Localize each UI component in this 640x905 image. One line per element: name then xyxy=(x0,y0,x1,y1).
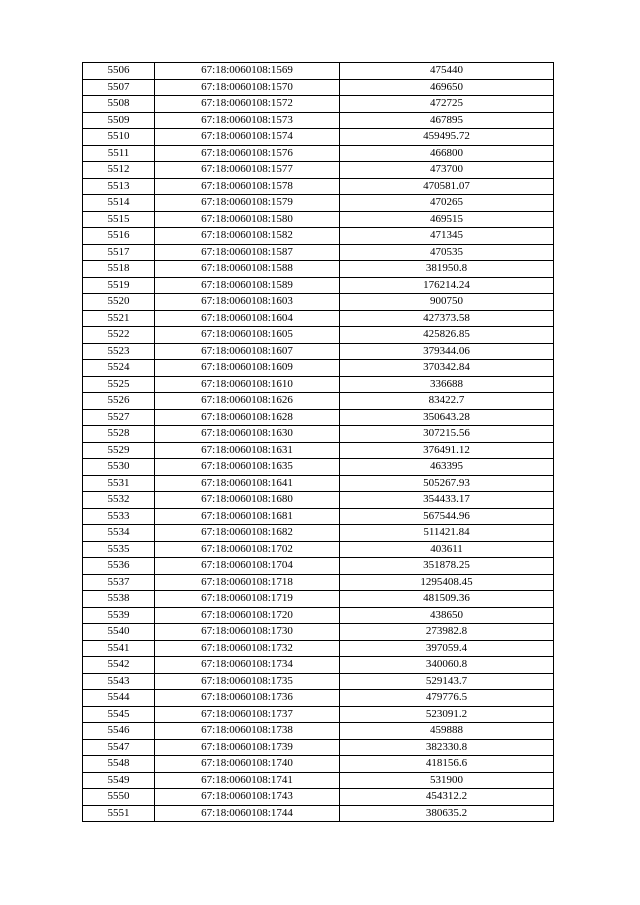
cadastral-value-cell: 463395 xyxy=(340,459,554,476)
cadastral-value-cell: 336688 xyxy=(340,376,554,393)
row-number-cell: 5539 xyxy=(83,607,155,624)
row-number-cell: 5508 xyxy=(83,96,155,113)
table-row xyxy=(83,343,554,360)
table-row xyxy=(83,640,554,657)
cadastral-value-cell: 351878.25 xyxy=(340,558,554,575)
table-row xyxy=(83,162,554,179)
cadastral-number-cell: 67:18:0060108:1635 xyxy=(155,459,340,476)
row-number-cell: 5507 xyxy=(83,79,155,96)
table-row xyxy=(83,657,554,674)
table-row xyxy=(83,211,554,228)
table-row xyxy=(83,112,554,129)
row-number-cell: 5537 xyxy=(83,574,155,591)
cadastral-number-cell: 67:18:0060108:1743 xyxy=(155,789,340,806)
row-number-cell: 5518 xyxy=(83,261,155,278)
table-row xyxy=(83,244,554,261)
row-number-cell: 5530 xyxy=(83,459,155,476)
table-row xyxy=(83,541,554,558)
cadastral-number-cell: 67:18:0060108:1736 xyxy=(155,690,340,707)
cadastral-value-cell: 466800 xyxy=(340,145,554,162)
table-row xyxy=(83,178,554,195)
table-row xyxy=(83,442,554,459)
row-number-cell: 5551 xyxy=(83,805,155,822)
cadastral-number-cell: 67:18:0060108:1719 xyxy=(155,591,340,608)
table-row xyxy=(83,409,554,426)
cadastral-value-cell: 473700 xyxy=(340,162,554,179)
cadastral-number-cell: 67:18:0060108:1680 xyxy=(155,492,340,509)
row-number-cell: 5506 xyxy=(83,63,155,80)
row-number-cell: 5520 xyxy=(83,294,155,311)
cadastral-number-cell: 67:18:0060108:1740 xyxy=(155,756,340,773)
cadastral-number-cell: 67:18:0060108:1603 xyxy=(155,294,340,311)
cadastral-value-cell: 467895 xyxy=(340,112,554,129)
row-number-cell: 5544 xyxy=(83,690,155,707)
cadastral-value-cell: 354433.17 xyxy=(340,492,554,509)
cadastral-value-cell: 307215.56 xyxy=(340,426,554,443)
cadastral-number-cell: 67:18:0060108:1718 xyxy=(155,574,340,591)
table-row xyxy=(83,195,554,212)
cadastral-value-cell: 470265 xyxy=(340,195,554,212)
cadastral-number-cell: 67:18:0060108:1741 xyxy=(155,772,340,789)
cadastral-number-cell: 67:18:0060108:1734 xyxy=(155,657,340,674)
cadastral-number-cell: 67:18:0060108:1573 xyxy=(155,112,340,129)
row-number-cell: 5509 xyxy=(83,112,155,129)
row-number-cell: 5528 xyxy=(83,426,155,443)
cadastral-value-cell: 1295408.45 xyxy=(340,574,554,591)
cadastral-number-cell: 67:18:0060108:1574 xyxy=(155,129,340,146)
row-number-cell: 5517 xyxy=(83,244,155,261)
cadastral-number-cell: 67:18:0060108:1605 xyxy=(155,327,340,344)
cadastral-number-cell: 67:18:0060108:1702 xyxy=(155,541,340,558)
cadastral-number-cell: 67:18:0060108:1609 xyxy=(155,360,340,377)
row-number-cell: 5532 xyxy=(83,492,155,509)
cadastral-number-cell: 67:18:0060108:1579 xyxy=(155,195,340,212)
cadastral-value-cell: 479776.5 xyxy=(340,690,554,707)
table-row xyxy=(83,690,554,707)
cadastral-value-cell: 382330.8 xyxy=(340,739,554,756)
row-number-cell: 5543 xyxy=(83,673,155,690)
row-number-cell: 5513 xyxy=(83,178,155,195)
table-row xyxy=(83,393,554,410)
table-row xyxy=(83,508,554,525)
cadastral-value-cell: 427373.58 xyxy=(340,310,554,327)
table-row xyxy=(83,277,554,294)
table-row xyxy=(83,723,554,740)
cadastral-number-cell: 67:18:0060108:1737 xyxy=(155,706,340,723)
table-row xyxy=(83,789,554,806)
cadastral-number-cell: 67:18:0060108:1578 xyxy=(155,178,340,195)
cadastral-number-cell: 67:18:0060108:1630 xyxy=(155,426,340,443)
row-number-cell: 5548 xyxy=(83,756,155,773)
table-row xyxy=(83,376,554,393)
cadastral-number-cell: 67:18:0060108:1738 xyxy=(155,723,340,740)
cadastral-value-cell: 470581.07 xyxy=(340,178,554,195)
cadastral-value-cell: 472725 xyxy=(340,96,554,113)
cadastral-number-cell: 67:18:0060108:1682 xyxy=(155,525,340,542)
cadastral-number-cell: 67:18:0060108:1577 xyxy=(155,162,340,179)
cadastral-value-cell: 481509.36 xyxy=(340,591,554,608)
cadastral-number-cell: 67:18:0060108:1730 xyxy=(155,624,340,641)
table-row xyxy=(83,96,554,113)
table-row xyxy=(83,558,554,575)
cadastral-number-cell: 67:18:0060108:1739 xyxy=(155,739,340,756)
cadastral-number-cell: 67:18:0060108:1580 xyxy=(155,211,340,228)
cadastral-number-cell: 67:18:0060108:1569 xyxy=(155,63,340,80)
row-number-cell: 5533 xyxy=(83,508,155,525)
row-number-cell: 5525 xyxy=(83,376,155,393)
row-number-cell: 5529 xyxy=(83,442,155,459)
cadastral-number-cell: 67:18:0060108:1604 xyxy=(155,310,340,327)
cadastral-value-cell: 900750 xyxy=(340,294,554,311)
cadastral-number-cell: 67:18:0060108:1681 xyxy=(155,508,340,525)
table-row xyxy=(83,624,554,641)
cadastral-number-cell: 67:18:0060108:1610 xyxy=(155,376,340,393)
cadastral-value-cell: 83422.7 xyxy=(340,393,554,410)
cadastral-value-cell: 425826.85 xyxy=(340,327,554,344)
cadastral-value-cell: 459888 xyxy=(340,723,554,740)
cadastral-number-cell: 67:18:0060108:1589 xyxy=(155,277,340,294)
row-number-cell: 5516 xyxy=(83,228,155,245)
table-row xyxy=(83,310,554,327)
table-row xyxy=(83,360,554,377)
table-row xyxy=(83,145,554,162)
table-row xyxy=(83,772,554,789)
row-number-cell: 5510 xyxy=(83,129,155,146)
row-number-cell: 5538 xyxy=(83,591,155,608)
cadastral-number-cell: 67:18:0060108:1570 xyxy=(155,79,340,96)
table-row xyxy=(83,129,554,146)
cadastral-value-cell: 454312.2 xyxy=(340,789,554,806)
table-row xyxy=(83,607,554,624)
cadastral-number-cell: 67:18:0060108:1631 xyxy=(155,442,340,459)
row-number-cell: 5534 xyxy=(83,525,155,542)
row-number-cell: 5531 xyxy=(83,475,155,492)
row-number-cell: 5519 xyxy=(83,277,155,294)
cadastral-value-cell: 523091.2 xyxy=(340,706,554,723)
cadastral-value-cell: 380635.2 xyxy=(340,805,554,822)
table-row xyxy=(83,739,554,756)
table-row xyxy=(83,294,554,311)
cadastral-number-cell: 67:18:0060108:1588 xyxy=(155,261,340,278)
cadastral-value-cell: 340060.8 xyxy=(340,657,554,674)
cadastral-value-cell: 403611 xyxy=(340,541,554,558)
table-row xyxy=(83,525,554,542)
table-row xyxy=(83,63,554,80)
cadastral-value-cell: 469515 xyxy=(340,211,554,228)
cadastral-value-cell: 459495.72 xyxy=(340,129,554,146)
cadastral-number-cell: 67:18:0060108:1626 xyxy=(155,393,340,410)
cadastral-number-cell: 67:18:0060108:1641 xyxy=(155,475,340,492)
cadastral-value-cell: 379344.06 xyxy=(340,343,554,360)
row-number-cell: 5526 xyxy=(83,393,155,410)
row-number-cell: 5541 xyxy=(83,640,155,657)
row-number-cell: 5550 xyxy=(83,789,155,806)
row-number-cell: 5545 xyxy=(83,706,155,723)
cadastral-value-cell: 438650 xyxy=(340,607,554,624)
cadastral-value-cell: 511421.84 xyxy=(340,525,554,542)
table-row xyxy=(83,79,554,96)
cadastral-value-cell: 381950.8 xyxy=(340,261,554,278)
cadastral-number-cell: 67:18:0060108:1607 xyxy=(155,343,340,360)
table-row xyxy=(83,426,554,443)
row-number-cell: 5549 xyxy=(83,772,155,789)
table-row xyxy=(83,673,554,690)
row-number-cell: 5536 xyxy=(83,558,155,575)
cadastral-number-cell: 67:18:0060108:1732 xyxy=(155,640,340,657)
row-number-cell: 5546 xyxy=(83,723,155,740)
table-row xyxy=(83,756,554,773)
cadastral-number-cell: 67:18:0060108:1704 xyxy=(155,558,340,575)
table-row xyxy=(83,574,554,591)
table-row xyxy=(83,261,554,278)
table-row xyxy=(83,228,554,245)
cadastral-value-cell: 397059.4 xyxy=(340,640,554,657)
row-number-cell: 5547 xyxy=(83,739,155,756)
cadastral-number-cell: 67:18:0060108:1720 xyxy=(155,607,340,624)
cadastral-value-cell: 273982.8 xyxy=(340,624,554,641)
row-number-cell: 5514 xyxy=(83,195,155,212)
table-row xyxy=(83,459,554,476)
cadastral-value-cell: 471345 xyxy=(340,228,554,245)
table-row xyxy=(83,805,554,822)
row-number-cell: 5523 xyxy=(83,343,155,360)
cadastral-value-cell: 176214.24 xyxy=(340,277,554,294)
row-number-cell: 5511 xyxy=(83,145,155,162)
cadastral-value-cell: 567544.96 xyxy=(340,508,554,525)
cadastral-number-cell: 67:18:0060108:1744 xyxy=(155,805,340,822)
table-row xyxy=(83,492,554,509)
row-number-cell: 5542 xyxy=(83,657,155,674)
table-row xyxy=(83,706,554,723)
cadastral-value-cell: 531900 xyxy=(340,772,554,789)
cadastral-value-cell: 350643.28 xyxy=(340,409,554,426)
cadastral-value-cell: 470535 xyxy=(340,244,554,261)
cadastral-value-cell: 475440 xyxy=(340,63,554,80)
table-body xyxy=(83,63,554,822)
cadastral-value-cell: 529143.7 xyxy=(340,673,554,690)
cadastral-value-cell: 505267.93 xyxy=(340,475,554,492)
cadastral-value-cell: 469650 xyxy=(340,79,554,96)
cadastral-value-cell: 370342.84 xyxy=(340,360,554,377)
cadastral-value-cell: 418156.6 xyxy=(340,756,554,773)
row-number-cell: 5535 xyxy=(83,541,155,558)
cadastral-number-cell: 67:18:0060108:1628 xyxy=(155,409,340,426)
cadastral-number-cell: 67:18:0060108:1582 xyxy=(155,228,340,245)
cadastral-number-cell: 67:18:0060108:1572 xyxy=(155,96,340,113)
row-number-cell: 5522 xyxy=(83,327,155,344)
table-row xyxy=(83,475,554,492)
row-number-cell: 5527 xyxy=(83,409,155,426)
cadastral-value-cell: 376491.12 xyxy=(340,442,554,459)
row-number-cell: 5521 xyxy=(83,310,155,327)
cadastral-number-cell: 67:18:0060108:1735 xyxy=(155,673,340,690)
row-number-cell: 5524 xyxy=(83,360,155,377)
table-row xyxy=(83,327,554,344)
row-number-cell: 5512 xyxy=(83,162,155,179)
table-row xyxy=(83,591,554,608)
row-number-cell: 5515 xyxy=(83,211,155,228)
cadastral-number-cell: 67:18:0060108:1576 xyxy=(155,145,340,162)
cadastral-number-cell: 67:18:0060108:1587 xyxy=(155,244,340,261)
row-number-cell: 5540 xyxy=(83,624,155,641)
cadastral-value-table xyxy=(82,62,554,822)
